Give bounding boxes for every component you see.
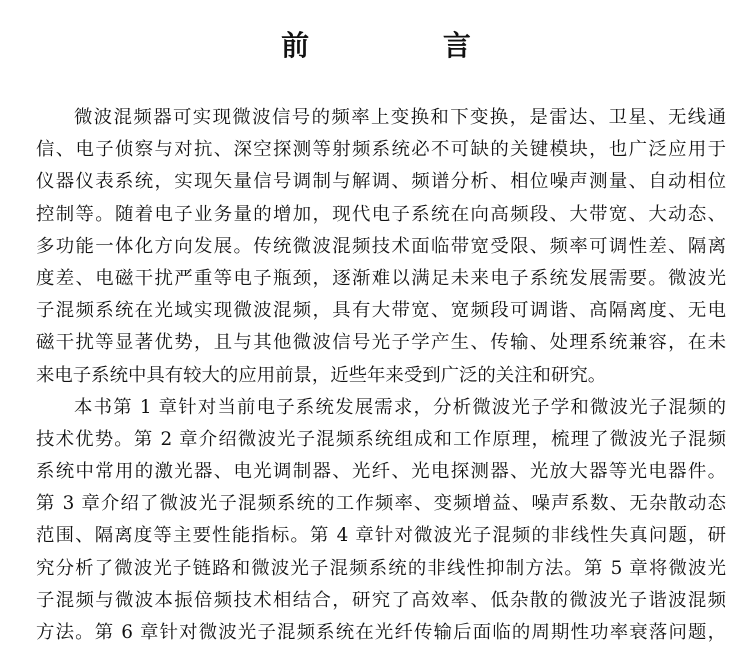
text-line: 系统中常用的激光器、电光调制器、光纤、光电探测器、光放大器等光电器件。 — [36, 461, 726, 483]
text-line: 究分析了微波光子链路和微波光子混频系统的非线性抑制方法。第 5 章将微波光 — [36, 557, 726, 579]
text-line: 范围、隔离度等主要性能指标。第 4 章针对微波光子混频的非线性失真问题，研 — [36, 525, 726, 547]
text-line: 多功能一体化方向发展。传统微波混频技术面临带宽受限、频率可调性差、隔离 — [36, 235, 726, 257]
page-title: 前 言 — [281, 29, 533, 62]
text-line: 仪器仪表系统，实现矢量信号调制与解调、频谱分析、相位噪声测量、自动相位 — [36, 171, 726, 193]
text-line: 度差、电磁干扰严重等电子瓶颈，逐渐难以满足未来电子系统发展需要。微波光 — [36, 267, 726, 289]
text-line: 微波混频器可实现微波信号的频率上变换和下变换，是雷达、卫星、无线通 — [74, 107, 726, 128]
text-line: 子混频与微波本振倍频技术相结合，研究了高效率、低杂散的微波光子谐波混频 — [36, 589, 726, 611]
text-line: 本书第 1 章针对当前电子系统发展需求，分析微波光子学和微波光子混频的 — [74, 396, 726, 418]
text-line: 方法。第 6 章针对微波光子混频系统在光纤传输后面临的周期性功率衰落问题， — [36, 622, 726, 643]
text-line: 磁干扰等显著优势，且与其他微波信号光子学产生、传输、处理系统兼容，在未 — [36, 332, 726, 354]
text-line: 信、电子侦察与对抗、深空探测等射频系统必不可缺的关键模块，也广泛应用于 — [36, 139, 726, 161]
text-line: 技术优势。第 2 章介绍微波光子混频系统组成和工作原理，梳理了微波光子混频 — [36, 428, 726, 450]
paragraph-1 — [36, 102, 726, 392]
preface-body — [36, 102, 726, 649]
text-line: 来电子系统中具有较大的应用前景，近些年来受到广泛的关注和研究。 — [36, 364, 607, 386]
paragraph-2 — [36, 392, 726, 649]
text-line: 子混频系统在光域实现微波混频，具有大带宽、宽频段可调谐、高隔离度、无电 — [36, 300, 726, 322]
text-line: 控制等。随着电子业务量的增加，现代电子系统在向高频段、大带宽、大动态、 — [36, 203, 726, 225]
text-line: 第 3 章介绍了微波光子混频系统的工作频率、变频增益、噪声系数、无杂散动态 — [36, 493, 726, 515]
